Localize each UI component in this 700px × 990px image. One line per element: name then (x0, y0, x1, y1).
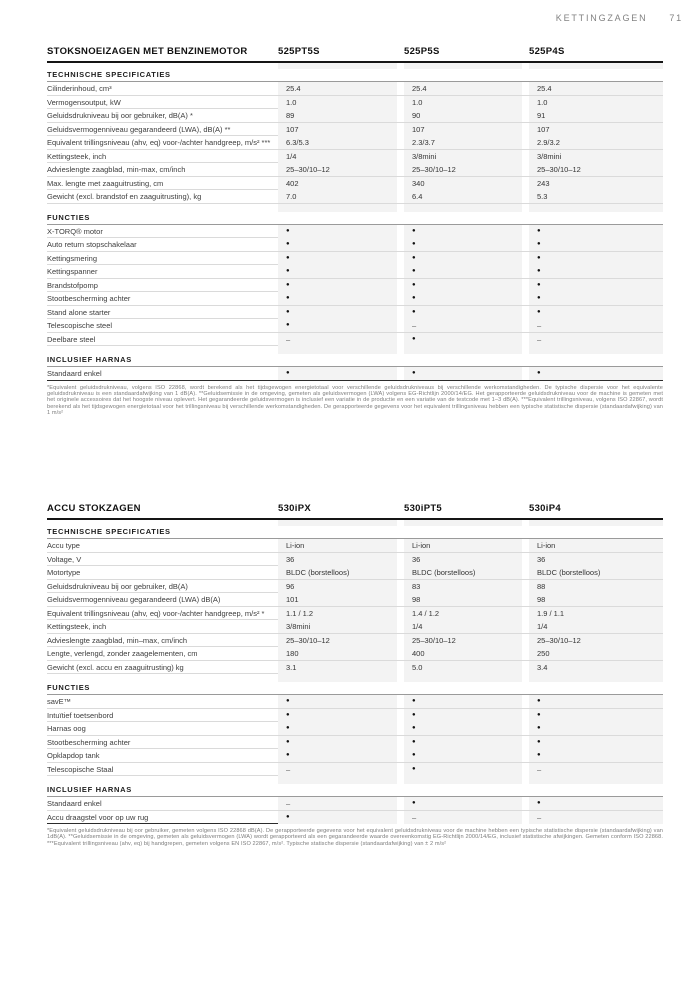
section-header-row (47, 682, 663, 695)
row-label: Deelbare steel (47, 334, 96, 344)
section-gap (47, 63, 663, 69)
feature-dot: ● (278, 811, 404, 824)
section-heading: FUNCTIES (47, 212, 91, 222)
cell-value: 3.4 (529, 661, 663, 674)
cell-value: 1.0 (278, 96, 404, 109)
column-band (404, 63, 529, 69)
section-heading: TECHNISCHE SPECIFICATIES (47, 70, 171, 79)
cell-value: 5.0 (404, 661, 529, 674)
cell-value: 1.0 (404, 96, 529, 109)
cell-value: 107 (278, 123, 404, 136)
cell-value: 3/8mini (404, 150, 529, 163)
table-title: ACCU STOKZAGEN (47, 503, 141, 514)
spec-row (47, 367, 663, 381)
cell-value: 36 (278, 553, 404, 566)
row-label: Stand alone starter (47, 307, 111, 317)
cell-value: 1.1 / 1.2 (278, 607, 404, 620)
cell-value: 36 (529, 553, 663, 566)
cell-value: 107 (529, 123, 663, 136)
cell-value: 91 (529, 109, 663, 122)
spec-table (47, 46, 663, 417)
column-band (529, 346, 663, 354)
row-label: Telescopische steel (47, 321, 113, 330)
cell-value: 2.3/3.7 (404, 136, 529, 149)
feature-dot: ● (404, 292, 529, 305)
row-label: Advieslengte zaagblad, min–max, cm/inch (47, 635, 188, 645)
spec-row (47, 811, 663, 825)
spec-row (47, 306, 663, 320)
row-label: Gewicht (excl. accu en zaaguitrusting) kg (47, 662, 184, 672)
column-band (404, 346, 529, 354)
cell-value: 90 (404, 109, 529, 122)
column-band (278, 346, 404, 354)
feature-dot: ● (278, 722, 404, 735)
column-band (529, 776, 663, 784)
feature-dot: ● (529, 265, 663, 278)
row-label: Lengte, verlengd, zonder zaagelementen, cm (47, 649, 198, 658)
cell-value: 25–30/10–12 (529, 634, 663, 647)
spec-row (47, 566, 663, 580)
cell-value: 36 (404, 553, 529, 566)
cell-value: 25–30/10–12 (278, 163, 404, 176)
spec-row (47, 177, 663, 191)
spec-row (47, 695, 663, 709)
feature-dot: ● (529, 695, 663, 708)
cell-value: 25.4 (529, 82, 663, 95)
column-header: 525P5S (404, 46, 440, 57)
row-label: Kettingsteek, inch (47, 151, 107, 161)
section-header-row (47, 212, 663, 225)
row-label: savE™ (47, 697, 72, 706)
feature-dash: – (529, 811, 663, 824)
spec-row (47, 163, 663, 177)
cell-value: 1.9 / 1.1 (529, 607, 663, 620)
cell-value: 6.3/5.3 (278, 136, 404, 149)
feature-dot: ● (278, 695, 404, 708)
column-band (278, 776, 404, 784)
feature-dot: ● (404, 367, 529, 380)
row-label: Accu type (47, 541, 80, 550)
feature-dash: – (404, 319, 529, 332)
column-band (529, 674, 663, 682)
cell-value: 250 (529, 647, 663, 660)
spec-row (47, 580, 663, 594)
cell-value: 101 (278, 593, 404, 606)
row-label: Harnas oog (47, 724, 86, 733)
spec-row (47, 136, 663, 150)
spec-row (47, 736, 663, 750)
feature-dot: ● (278, 367, 404, 380)
column-band (529, 204, 663, 212)
column-header: 525PT5S (278, 46, 320, 57)
spec-row (47, 292, 663, 306)
feature-dot: ● (529, 238, 663, 251)
table-footnote: *Equivalent geluidsdrukniveau, volgens ISO 22868, wordt berekend als het tijdsgewogen energietotaal voor verschillende geluidsdrukniveaus bij verschillende werkomstandigheden. De typische dispersie voor het equivalente geluidsdrukniveau is een standaardafwijking van 1 dB(A). **Geluidsemissie in de omgeving, gemeten als geluidsvermogen (LWA) volgens EG-Richtlijn 2000/14/EG. Het gerapporteerde geluidsdrukniveau voor de machine is gemeten met het originele accessoires dat het hoogste niveau oplevert. Het gegarandeerde geluidsvermogen is inclusief een variatie in de productie en een variatie van de testcode met 1–3 dB(A). ***Equivalent trillingsniveau, volgens ISO 22867, wordt berekend als het tijdsgewogen energietotaal voor het trillingsniveau bij verschillende werkomstandigheden. De gerapporteerde gegevens voor het equivalent trillingsniveau hebben een typische statistische dispersie (standaardafwijking) van 1 m/s² (47, 384, 663, 417)
spec-row (47, 749, 663, 763)
cell-value: 107 (404, 123, 529, 136)
column-band (404, 776, 529, 784)
cell-value: 25–30/10–12 (404, 634, 529, 647)
feature-dash: – (404, 811, 529, 824)
section-heading: FUNCTIES (47, 683, 91, 692)
cell-value: 340 (404, 177, 529, 190)
cell-value: 89 (278, 109, 404, 122)
category-tab-kettingzagen (655, 410, 700, 447)
feature-dot: ● (529, 252, 663, 265)
spec-row (47, 709, 663, 723)
row-label: Brandstofpomp (47, 280, 98, 290)
row-label: Gewicht (excl. brandstof en zaaguitrusting), kg (47, 192, 202, 201)
cell-value: Li-ion (278, 539, 404, 552)
cell-value: 25–30/10–12 (529, 163, 663, 176)
spec-row (47, 319, 663, 333)
spec-row (47, 333, 663, 347)
column-band (404, 204, 529, 212)
spec-row (47, 265, 663, 279)
feature-dash: – (278, 763, 404, 776)
gap-spacer (47, 674, 278, 682)
column-band (529, 520, 663, 526)
feature-dot: ● (404, 763, 529, 776)
feature-dash: – (278, 797, 404, 810)
spec-row (47, 109, 663, 123)
cell-value: BLDC (borstelloos) (529, 566, 663, 579)
feature-dot: ● (404, 279, 529, 292)
row-label: Kettingsmering (47, 253, 98, 263)
row-label: Geluidsvermogenniveau gegarandeerd (LWA), dB(A) ** (47, 124, 231, 134)
feature-dot: ● (278, 279, 404, 292)
cell-value: 243 (529, 177, 663, 190)
row-label: Advieslengte zaagblad, min-max, cm/inch (47, 165, 186, 174)
feature-dot: ● (404, 265, 529, 278)
spec-row (47, 593, 663, 607)
feature-dot: ● (404, 722, 529, 735)
feature-dot: ● (529, 225, 663, 238)
table-header (47, 46, 663, 63)
row-label: Standaard enkel (47, 369, 102, 378)
column-band (404, 674, 529, 682)
cell-value: 7.0 (278, 190, 404, 203)
cell-value: 180 (278, 647, 404, 660)
spec-row (47, 553, 663, 567)
feature-dot: ● (404, 709, 529, 722)
section-gap (47, 204, 663, 212)
spec-row (47, 82, 663, 96)
row-label: Voltage, V (47, 554, 82, 564)
gap-spacer (47, 520, 278, 526)
cell-value: 5.3 (529, 190, 663, 203)
row-label: Telescopische Staal (47, 764, 114, 774)
row-label: Intuïtief toetsenbord (47, 710, 114, 720)
section-gap (47, 346, 663, 354)
feature-dot: ● (278, 306, 404, 319)
cell-value: 6.4 (404, 190, 529, 203)
cell-value: 400 (404, 647, 529, 660)
row-label: X-TORQ® motor (47, 226, 103, 236)
spec-row (47, 634, 663, 648)
feature-dash: – (529, 319, 663, 332)
gap-spacer (47, 776, 278, 784)
row-label: Vermogensoutput, kW (47, 97, 121, 107)
row-label: Auto return stopschakelaar (47, 240, 137, 249)
page-header-category: KETTINGZAGEN (555, 13, 648, 23)
row-label: Geluidsdrukniveau bij oor gebruiker, dB(A) (47, 581, 188, 591)
row-label: Kettingspanner (47, 267, 98, 276)
feature-dot: ● (529, 736, 663, 749)
feature-dot: ● (404, 225, 529, 238)
row-label: Motortype (47, 568, 81, 577)
table-title: STOKSNOEIZAGEN MET BENZINEMOTOR (47, 46, 248, 57)
feature-dot: ● (404, 695, 529, 708)
gap-spacer (47, 63, 278, 69)
row-label: Cilinderinhoud, cm³ (47, 84, 112, 93)
row-label: Accu draagstel voor op uw rug (47, 812, 149, 822)
row-label: Geluidsvermogenniveau gegarandeerd (LWA) dB(A) (47, 595, 221, 604)
feature-dot: ● (529, 292, 663, 305)
cell-value: 83 (404, 580, 529, 593)
spec-row (47, 722, 663, 736)
cell-value: 2.9/3.2 (529, 136, 663, 149)
column-header: 525P4S (529, 46, 565, 57)
feature-dash: – (529, 763, 663, 776)
feature-dot: ● (404, 333, 529, 346)
spec-row (47, 96, 663, 110)
feature-dot: ● (278, 319, 404, 332)
cell-value: BLDC (borstelloos) (278, 566, 404, 579)
column-band (278, 520, 404, 526)
feature-dot: ● (278, 265, 404, 278)
spec-row (47, 763, 663, 777)
cell-value: 98 (529, 593, 663, 606)
section-gap (47, 776, 663, 784)
spec-row (47, 238, 663, 252)
cell-value: 402 (278, 177, 404, 190)
cell-value: 25.4 (278, 82, 404, 95)
spec-row (47, 279, 663, 293)
cell-value: Li-ion (404, 539, 529, 552)
feature-dot: ● (404, 797, 529, 810)
section-header-row (47, 526, 663, 539)
cell-value: 25.4 (404, 82, 529, 95)
page-header (556, 13, 683, 23)
spec-row (47, 539, 663, 553)
cell-value: 3/8mini (529, 150, 663, 163)
section-header-row (47, 69, 663, 82)
spec-row (47, 225, 663, 239)
feature-dot: ● (278, 252, 404, 265)
row-label: Kettingsteek, inch (47, 622, 107, 631)
feature-dot: ● (529, 749, 663, 762)
column-band (278, 63, 404, 69)
row-label: Stootbescherming achter (47, 294, 131, 303)
cell-value: 1.0 (529, 96, 663, 109)
feature-dot: ● (404, 749, 529, 762)
spec-row (47, 252, 663, 266)
column-header: 530iPT5 (404, 503, 443, 514)
column-band (404, 520, 529, 526)
row-label: Standaard enkel (47, 799, 102, 808)
section-header-row (47, 354, 663, 367)
feature-dash: – (529, 333, 663, 346)
cell-value: Li-ion (529, 539, 663, 552)
spec-row (47, 123, 663, 137)
cell-value: 25–30/10–12 (404, 163, 529, 176)
feature-dot: ● (278, 225, 404, 238)
cell-value: 1/4 (278, 150, 404, 163)
section-header-row (47, 784, 663, 797)
spec-row (47, 661, 663, 675)
feature-dot: ● (529, 306, 663, 319)
cell-value: BLDC (borstelloos) (404, 566, 529, 579)
section-gap (47, 674, 663, 682)
cell-value: 3/8mini (278, 620, 404, 633)
column-band (278, 674, 404, 682)
row-label: Max. lengte met zaaguitrusting, cm (47, 178, 164, 188)
column-band (529, 63, 663, 69)
feature-dot: ● (404, 736, 529, 749)
spec-row (47, 647, 663, 661)
feature-dot: ● (278, 709, 404, 722)
chainsaw-icon (663, 420, 693, 438)
page-number: 71 (669, 13, 683, 23)
feature-dot: ● (278, 749, 404, 762)
cell-value: 1/4 (404, 620, 529, 633)
column-header: 530iP4 (529, 503, 561, 514)
feature-dot: ● (278, 292, 404, 305)
spec-row (47, 190, 663, 204)
spec-row (47, 607, 663, 621)
feature-dot: ● (529, 367, 663, 380)
feature-dot: ● (404, 306, 529, 319)
cell-value: 1/4 (529, 620, 663, 633)
section-gap (47, 520, 663, 526)
gap-spacer (47, 204, 278, 212)
section-heading: TECHNISCHE SPECIFICATIES (47, 527, 171, 536)
row-label: Equivalent trillingsniveau (ahv, eq) voor-/achter handgreep, m/s² * (47, 608, 265, 618)
feature-dash: – (278, 333, 404, 346)
section-heading: INCLUSIEF HARNAS (47, 785, 132, 794)
feature-dot: ● (278, 736, 404, 749)
spec-table (47, 503, 663, 847)
spec-row (47, 150, 663, 164)
cell-value: 98 (404, 593, 529, 606)
cell-value: 96 (278, 580, 404, 593)
row-label: Stootbescherming achter (47, 737, 131, 747)
column-band (278, 204, 404, 212)
spec-row (47, 797, 663, 811)
feature-dot: ● (529, 279, 663, 292)
row-label: Opklapdop tank (47, 751, 100, 760)
feature-dot: ● (529, 709, 663, 722)
gap-spacer (47, 346, 278, 354)
table-header (47, 503, 663, 520)
feature-dot: ● (529, 722, 663, 735)
section-heading: INCLUSIEF HARNAS (47, 355, 132, 364)
feature-dot: ● (278, 238, 404, 251)
spec-row (47, 620, 663, 634)
row-label: Geluidsdrukniveau bij oor gebruiker, dB(A) * (47, 111, 193, 120)
row-label: Equivalent trillingsniveau (ahv, eq) voor-/achter handgreep, m/s² *** (47, 138, 271, 147)
cell-value: 25–30/10–12 (278, 634, 404, 647)
cell-value: 3.1 (278, 661, 404, 674)
feature-dot: ● (404, 252, 529, 265)
table-footnote: *Equivalent geluidsdrukniveau bij oor gebruiker, gemeten volgens ISO 22868 dB(A). De gerapporteerde gegevens voor het equivalent geluidsdrukniveau voor de machine hebben een typische statistische dispersie (standaardafwijking) van 1dB(A). **Geluidsemissie in de omgeving, gemeten als geluidsvermogen (LWA) wordt gerapporteerd als een gegarandeerde waarde overeenkomstig EG-Richtlijn 2000/14/EG, inclusief statistische afwijkingen. Gemeten conform ISO 22868. ***Equivalent trillingsniveau (ahv, eq) bij handgrepen, gemeten volgens EN ISO 22867, m/s². Typische statische dispersie (standaardafwijking) van ± 2 m/s² (47, 828, 663, 847)
cell-value: 88 (529, 580, 663, 593)
column-header: 530iPX (278, 503, 311, 514)
feature-dot: ● (404, 238, 529, 251)
cell-value: 1.4 / 1.2 (404, 607, 529, 620)
feature-dot: ● (529, 797, 663, 810)
